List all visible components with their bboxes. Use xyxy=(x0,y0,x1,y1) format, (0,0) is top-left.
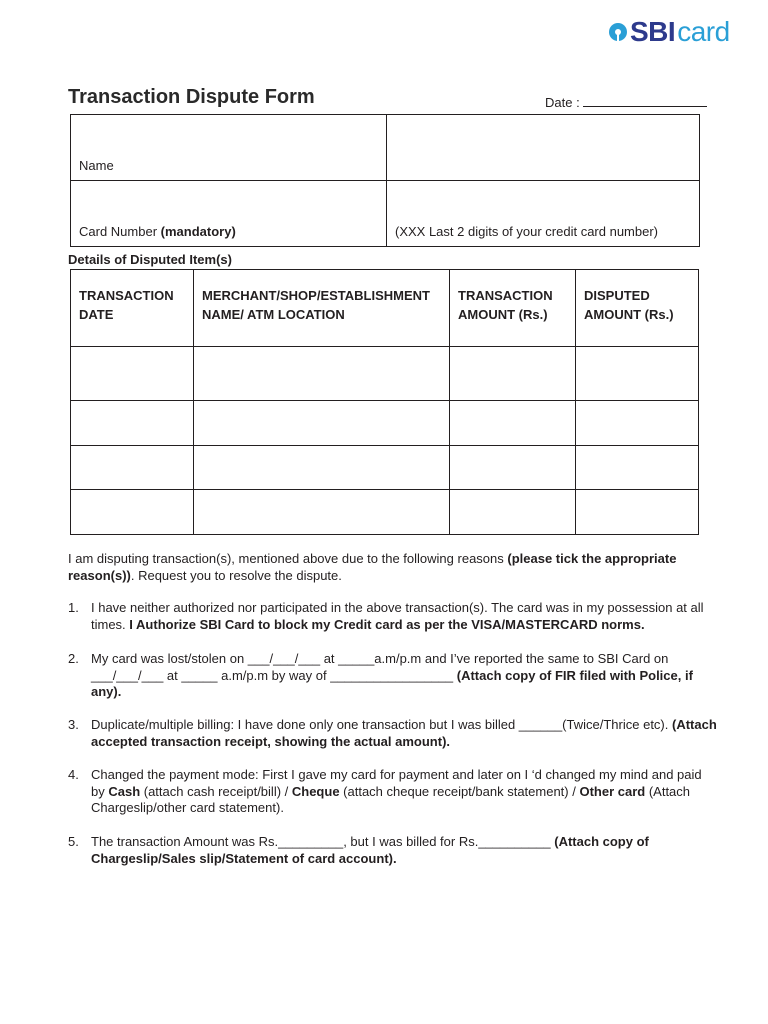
row-2-amount-cell[interactable] xyxy=(450,401,576,446)
reason-number: 2. xyxy=(68,651,79,666)
row-3-merchant-cell[interactable] xyxy=(194,446,450,490)
row-1-merchant-cell[interactable] xyxy=(194,347,450,401)
row-1-disputed-cell[interactable] xyxy=(576,347,699,401)
table-header-row xyxy=(71,270,699,347)
row-2-merchant-cell[interactable] xyxy=(194,401,450,446)
card-number-label-cell xyxy=(71,181,387,247)
reason-number: 5. xyxy=(68,834,79,849)
sbi-logo-icon xyxy=(608,22,628,42)
name-input-cell[interactable] xyxy=(387,115,700,181)
row-4-disputed-cell[interactable] xyxy=(576,490,699,535)
date-field xyxy=(545,94,707,110)
reason-number: 4. xyxy=(68,767,79,782)
name-label-cell xyxy=(71,115,387,181)
logo-card-text: card xyxy=(677,16,730,47)
card-number-label: Card Number xyxy=(79,224,158,239)
table-row xyxy=(71,446,699,490)
reason-number: 3. xyxy=(68,717,79,732)
column-header-transaction-date: TRANSACTION DATE xyxy=(71,270,194,347)
card-number-mandatory: (mandatory) xyxy=(160,224,236,239)
row-3-disputed-cell[interactable] xyxy=(576,446,699,490)
row-4-amount-cell[interactable] xyxy=(450,490,576,535)
date-input-line[interactable] xyxy=(583,94,707,107)
table-row xyxy=(71,490,699,535)
row-1-amount-cell[interactable] xyxy=(450,347,576,401)
column-header-disputed-amount: DISPUTED AMOUNT (Rs.) xyxy=(576,270,699,347)
logo-sbi-text: SBI xyxy=(630,16,676,47)
date-label: Date : xyxy=(545,95,580,110)
row-3-amount-cell[interactable] xyxy=(450,446,576,490)
row-4-merchant-cell[interactable] xyxy=(194,490,450,535)
row-1-date-cell[interactable] xyxy=(71,347,194,401)
form-title: Transaction Dispute Form xyxy=(68,86,315,108)
reason-item-3[interactable]: 3. Duplicate/multiple billing: I have done only one transaction but I was billed ______(Twice/Thrice etc). (Attach accepted transaction receipt, showing the actual amount). xyxy=(68,717,717,749)
intro-paragraph: I am disputing transaction(s), mentioned above due to the following reasons (please tick the appropriate reason(s)). Request you to resolve the dispute. xyxy=(68,551,677,583)
column-header-merchant: MERCHANT/SHOP/ESTABLISHMENT NAME/ ATM LOCATION xyxy=(194,270,450,347)
disputed-items-table xyxy=(70,269,699,535)
table-row xyxy=(71,401,699,446)
name-label: Name xyxy=(79,158,114,173)
reason-item-5[interactable]: 5. The transaction Amount was Rs._________, but I was billed for Rs.__________ (Attach copy of Chargeslip/Sales slip/Statement of card account). xyxy=(68,834,649,866)
customer-details-table xyxy=(70,114,700,247)
reason-item-4[interactable]: 4. Changed the payment mode: First I gave my card for payment and later on I ‘d changed my mind and paid by Cash (attach cash receipt/bill) / Cheque (attach cheque receipt/bank statement) / Other card (Attach Chargeslip/other card statement). xyxy=(68,767,702,815)
sbi-card-logo xyxy=(608,16,730,48)
reason-item-2[interactable]: 2. My card was lost/stolen on ___/___/___ at _____a.m/p.m and I’ve reported the same to SBI Card on ___/___/___ at _____ a.m/p.m by way of _________________ (Attach copy of FIR filed with Police, if any). xyxy=(68,651,693,699)
row-4-date-cell[interactable] xyxy=(71,490,194,535)
disputed-items-heading: Details of Disputed Item(s) xyxy=(68,252,232,267)
row-2-disputed-cell[interactable] xyxy=(576,401,699,446)
column-header-transaction-amount: TRANSACTION AMOUNT (Rs.) xyxy=(450,270,576,347)
card-number-hint: (XXX Last 2 digits of your credit card number) xyxy=(395,224,659,239)
row-2-date-cell[interactable] xyxy=(71,401,194,446)
table-row xyxy=(71,347,699,401)
reason-number: 1. xyxy=(68,600,79,615)
reason-item-1[interactable]: 1. I have neither authorized nor participated in the above transaction(s). The card was in my possession at all times. I Authorize SBI Card to block my Credit card as per the VISA/MASTERCARD norms. xyxy=(68,600,704,632)
row-3-date-cell[interactable] xyxy=(71,446,194,490)
card-number-input-cell[interactable] xyxy=(387,181,700,247)
